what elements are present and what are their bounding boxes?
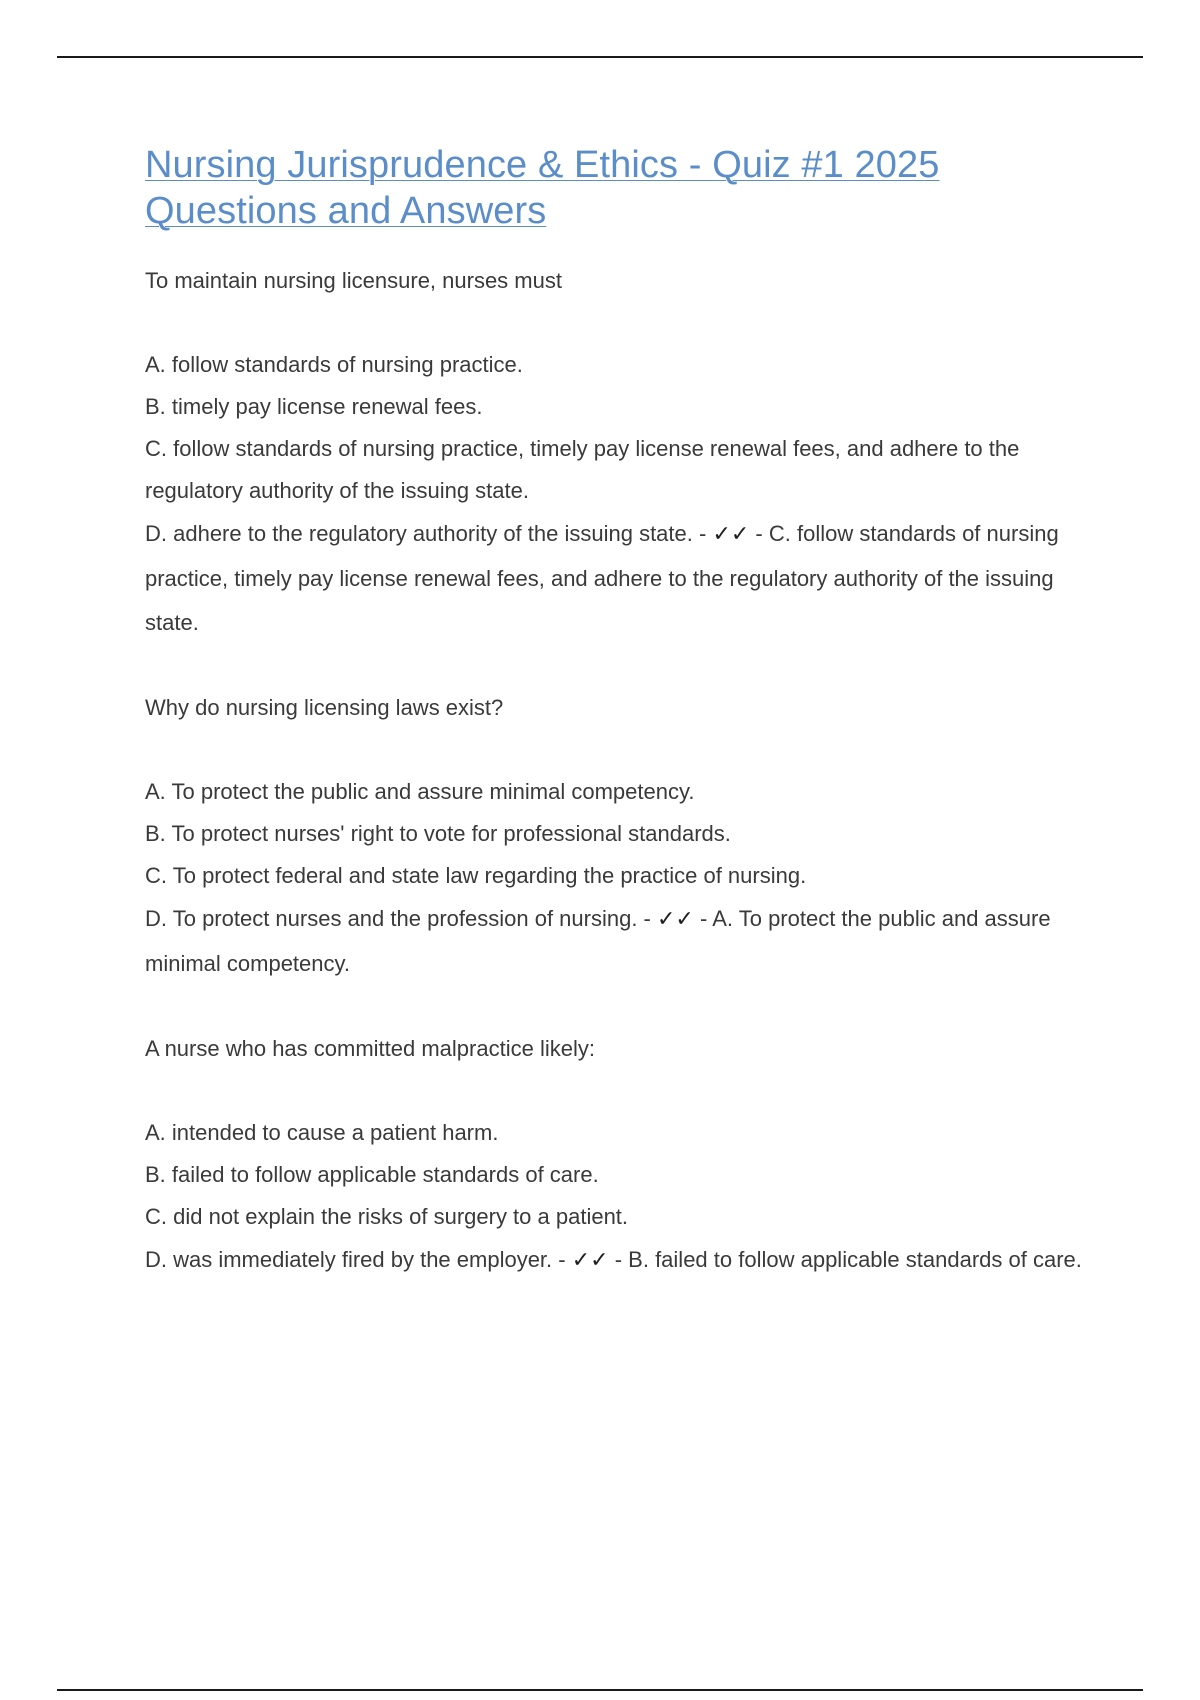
answer-option: A. follow standards of nursing practice. bbox=[145, 352, 523, 377]
answer-option: C. did not explain the risks of surgery to a patient. bbox=[145, 1204, 629, 1229]
header-divider bbox=[57, 56, 1143, 58]
question-prompt: A nurse who has committed malpractice likely: bbox=[145, 1036, 595, 1061]
question-block bbox=[145, 1028, 1095, 1283]
answer-option-with-key: D. To protect nurses and the profession of nursing. - ✓✓ - A. To protect the public and assure minimal competency. bbox=[145, 906, 1051, 976]
question-prompt: To maintain nursing licensure, nurses must bbox=[145, 268, 562, 293]
answer-option-with-key: D. was immediately fired by the employer. - ✓✓ - B. failed to follow applicable standards of care. bbox=[145, 1247, 1082, 1273]
question-block bbox=[145, 687, 1095, 986]
answer-option: A. To protect the public and assure minimal competency. bbox=[145, 779, 695, 804]
answer-option: D. To protect nurses and the profession of nursing. bbox=[145, 906, 638, 931]
correct-answer: B. failed to follow applicable standards of care. bbox=[628, 1247, 1082, 1272]
document-body bbox=[145, 142, 1095, 1325]
checkmark-icon: ✓✓ bbox=[657, 907, 694, 932]
answer-option: B. timely pay license renewal fees. bbox=[145, 394, 483, 419]
answer-option: C. To protect federal and state law regarding the practice of nursing. bbox=[145, 863, 807, 888]
correct-answer: C. follow standards of nursing practice, timely pay license renewal fees, and adhere to the regulatory authority of the issuing state. bbox=[145, 521, 1059, 635]
answer-option: D. adhere to the regulatory authority of the issuing state. bbox=[145, 521, 693, 546]
answer-option: D. was immediately fired by the employer. bbox=[145, 1247, 553, 1272]
document-title bbox=[145, 142, 1095, 234]
question-prompt: Why do nursing licensing laws exist? bbox=[145, 695, 504, 720]
answer-option: C. follow standards of nursing practice, timely pay license renewal fees, and adhere to the regulatory authority of the issuing state. bbox=[145, 436, 1020, 503]
document-title-link[interactable]: Nursing Jurisprudence & Ethics - Quiz #1 2025 Questions and Answers bbox=[145, 144, 940, 232]
answer-option: B. failed to follow applicable standards of care. bbox=[145, 1162, 599, 1187]
answer-option: B. To protect nurses' right to vote for professional standards. bbox=[145, 821, 731, 846]
answer-option: A. intended to cause a patient harm. bbox=[145, 1120, 499, 1145]
checkmark-icon: ✓✓ bbox=[571, 1248, 609, 1273]
correct-answer: A. To protect the public and assure minimal competency. bbox=[145, 906, 1051, 976]
footer-divider bbox=[57, 1689, 1143, 1691]
answer-option-with-key: D. adhere to the regulatory authority of the issuing state. - ✓✓ - C. follow standards of nursing practice, timely pay license renewal fees, and adhere to the regulatory authority of the issuing state. bbox=[145, 521, 1059, 635]
question-block bbox=[145, 260, 1095, 645]
checkmark-icon: ✓✓ bbox=[712, 522, 750, 547]
